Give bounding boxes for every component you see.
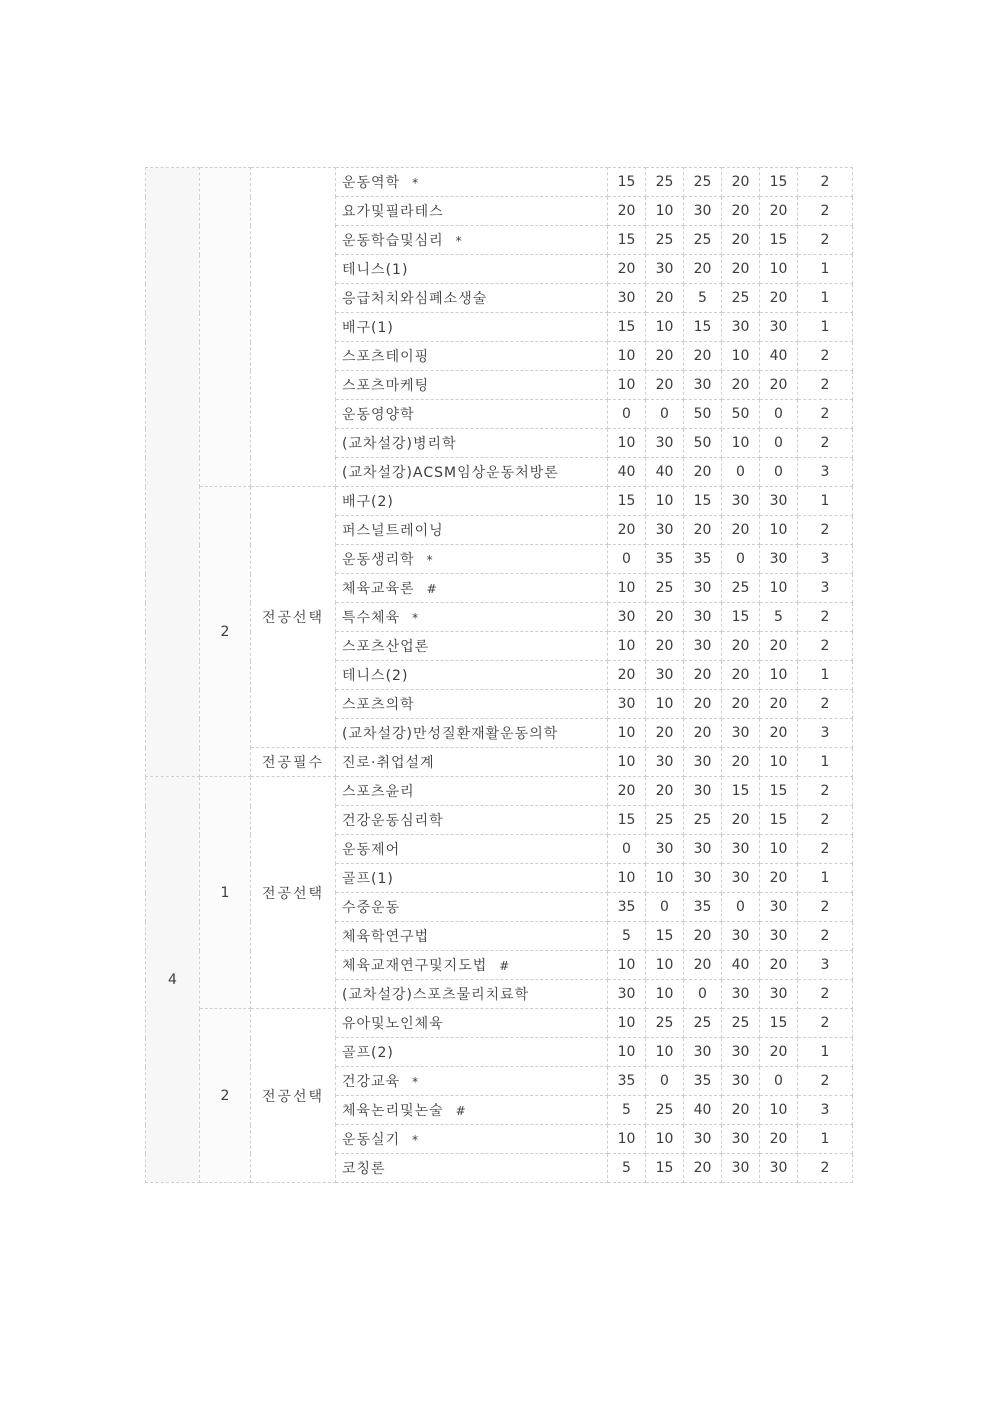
score-cell: 15 [760,226,798,255]
score-cell: 20 [608,661,646,690]
credit-cell: 2 [798,1009,853,1038]
course-name-cell: (교차설강)스포츠물리치료학 [336,980,608,1009]
course-name-cell: 체육논리및논술 # [336,1096,608,1125]
score-cell: 20 [722,632,760,661]
score-cell: 25 [646,168,684,197]
score-cell: 20 [684,951,722,980]
credit-cell: 2 [798,429,853,458]
score-cell: 35 [646,545,684,574]
score-cell: 0 [608,545,646,574]
score-cell: 20 [722,226,760,255]
score-cell: 20 [722,690,760,719]
score-cell: 5 [608,922,646,951]
score-cell: 30 [722,1067,760,1096]
course-mark: * [426,553,434,567]
score-cell: 0 [722,458,760,487]
course-name-cell: 배구(1) [336,313,608,342]
course-mark: * [412,611,420,625]
score-cell: 10 [646,313,684,342]
score-cell: 30 [760,893,798,922]
credit-cell: 2 [798,603,853,632]
course-mark: * [412,1075,420,1089]
score-cell: 30 [684,748,722,777]
course-mark: # [455,1104,467,1118]
table-row [146,777,853,806]
semester-cell [200,168,251,487]
score-cell: 30 [760,922,798,951]
score-cell: 30 [684,1038,722,1067]
course-mark: * [412,1133,420,1147]
score-cell: 20 [760,371,798,400]
course-name-cell: 스포츠산업론 [336,632,608,661]
score-cell: 20 [760,690,798,719]
credit-cell: 3 [798,719,853,748]
credit-cell: 3 [798,458,853,487]
score-cell: 10 [760,1096,798,1125]
score-cell: 20 [722,748,760,777]
course-name-cell: 요가및필라테스 [336,197,608,226]
course-mark: # [499,959,511,973]
score-cell: 20 [760,719,798,748]
curriculum-table [145,167,853,1183]
score-cell: 35 [684,893,722,922]
grade-cell [146,168,200,777]
score-cell: 20 [646,777,684,806]
course-name-cell: (교차설강)병리학 [336,429,608,458]
score-cell: 25 [646,1096,684,1125]
course-type-cell: 전공필수 [251,748,336,777]
course-name-cell: 스포츠윤리 [336,777,608,806]
score-cell: 30 [684,777,722,806]
score-cell: 30 [722,922,760,951]
score-cell: 10 [608,719,646,748]
score-cell: 30 [646,835,684,864]
score-cell: 30 [760,1154,798,1183]
score-cell: 20 [684,922,722,951]
credit-cell: 2 [798,980,853,1009]
score-cell: 30 [684,371,722,400]
score-cell: 50 [684,400,722,429]
score-cell: 10 [608,429,646,458]
credit-cell: 3 [798,574,853,603]
credit-cell: 3 [798,545,853,574]
score-cell: 20 [760,864,798,893]
score-cell: 25 [646,1009,684,1038]
score-cell: 5 [608,1096,646,1125]
score-cell: 0 [646,893,684,922]
score-cell: 40 [646,458,684,487]
score-cell: 0 [608,835,646,864]
score-cell: 30 [722,1038,760,1067]
score-cell: 30 [722,719,760,748]
score-cell: 50 [722,400,760,429]
score-cell: 20 [722,516,760,545]
score-cell: 20 [760,284,798,313]
course-name-cell: 골프(1) [336,864,608,893]
score-cell: 20 [608,516,646,545]
score-cell: 10 [608,1125,646,1154]
credit-cell: 2 [798,777,853,806]
course-name-cell: 응급처치와심폐소생술 [336,284,608,313]
score-cell: 15 [608,806,646,835]
course-name-cell: 테니스(2) [336,661,608,690]
course-name-cell: 스포츠의학 [336,690,608,719]
score-cell: 10 [760,516,798,545]
credit-cell: 1 [798,255,853,284]
score-cell: 10 [646,980,684,1009]
course-name-cell: 건강교육 * [336,1067,608,1096]
score-cell: 30 [684,603,722,632]
score-cell: 20 [684,661,722,690]
score-cell: 15 [608,168,646,197]
score-cell: 25 [722,574,760,603]
score-cell: 20 [722,661,760,690]
score-cell: 25 [684,226,722,255]
score-cell: 30 [608,980,646,1009]
score-cell: 0 [646,1067,684,1096]
course-name-cell: 운동실기 * [336,1125,608,1154]
score-cell: 25 [722,1009,760,1038]
credit-cell: 2 [798,516,853,545]
score-cell: 10 [608,1009,646,1038]
score-cell: 20 [608,197,646,226]
score-cell: 10 [608,342,646,371]
score-cell: 15 [646,1154,684,1183]
course-name-cell: 운동제어 [336,835,608,864]
course-name-cell: 체육교재연구및지도법 # [336,951,608,980]
score-cell: 10 [646,487,684,516]
score-cell: 0 [684,980,722,1009]
score-cell: 20 [722,806,760,835]
course-name-cell: 진로·취업설계 [336,748,608,777]
score-cell: 10 [722,342,760,371]
course-name-cell: 유아및노인체육 [336,1009,608,1038]
score-cell: 15 [760,806,798,835]
score-cell: 30 [760,487,798,516]
score-cell: 20 [760,951,798,980]
credit-cell: 2 [798,342,853,371]
score-cell: 30 [760,545,798,574]
course-name-cell: 퍼스널트레이닝 [336,516,608,545]
score-cell: 35 [684,545,722,574]
credit-cell: 2 [798,197,853,226]
course-name-cell: 건강운동심리학 [336,806,608,835]
table-row [146,487,853,516]
score-cell: 15 [760,168,798,197]
credit-cell: 2 [798,1067,853,1096]
credit-cell: 1 [798,1038,853,1067]
score-cell: 15 [760,1009,798,1038]
course-mark: # [426,582,438,596]
course-type-cell: 전공선택 [251,777,336,1009]
score-cell: 30 [646,748,684,777]
score-cell: 30 [684,197,722,226]
score-cell: 20 [646,371,684,400]
score-cell: 30 [722,835,760,864]
score-cell: 15 [646,922,684,951]
course-type-cell [251,168,336,487]
score-cell: 20 [760,632,798,661]
credit-cell: 2 [798,400,853,429]
score-cell: 5 [760,603,798,632]
course-type-cell: 전공선택 [251,1009,336,1183]
score-cell: 20 [722,371,760,400]
score-cell: 0 [760,1067,798,1096]
score-cell: 35 [684,1067,722,1096]
score-cell: 10 [760,255,798,284]
course-type-cell: 전공선택 [251,487,336,748]
score-cell: 10 [646,197,684,226]
credit-cell: 2 [798,168,853,197]
score-cell: 0 [722,893,760,922]
score-cell: 20 [722,168,760,197]
score-cell: 10 [646,690,684,719]
score-cell: 30 [684,632,722,661]
score-cell: 30 [722,1154,760,1183]
score-cell: 20 [760,1125,798,1154]
score-cell: 20 [684,719,722,748]
semester-cell: 1 [200,777,251,1009]
score-cell: 35 [608,893,646,922]
grade-cell: 4 [146,777,200,1183]
score-cell: 0 [760,400,798,429]
score-cell: 10 [608,951,646,980]
table-row [146,1009,853,1038]
score-cell: 20 [646,284,684,313]
score-cell: 10 [646,1038,684,1067]
credit-cell: 2 [798,371,853,400]
score-cell: 20 [722,1096,760,1125]
score-cell: 20 [760,197,798,226]
score-cell: 30 [760,980,798,1009]
score-cell: 20 [684,516,722,545]
course-name-cell: 수중운동 [336,893,608,922]
score-cell: 20 [760,1038,798,1067]
score-cell: 30 [608,690,646,719]
score-cell: 15 [684,487,722,516]
course-name-cell: 운동역학 * [336,168,608,197]
score-cell: 30 [684,835,722,864]
score-cell: 10 [722,429,760,458]
score-cell: 25 [684,806,722,835]
table-row [146,168,853,197]
course-name-cell: 운동학습및심리 * [336,226,608,255]
score-cell: 15 [608,226,646,255]
course-name-cell: 운동영양학 [336,400,608,429]
score-cell: 35 [608,1067,646,1096]
course-name-cell: 코칭론 [336,1154,608,1183]
score-cell: 25 [684,168,722,197]
course-name-cell: 스포츠마케팅 [336,371,608,400]
score-cell: 20 [722,197,760,226]
course-name-cell: (교차설강)만성질환재활운동의학 [336,719,608,748]
credit-cell: 1 [798,864,853,893]
score-cell: 15 [722,603,760,632]
credit-cell: 1 [798,487,853,516]
score-cell: 0 [646,400,684,429]
score-cell: 10 [608,748,646,777]
score-cell: 40 [760,342,798,371]
score-cell: 40 [722,951,760,980]
score-cell: 10 [646,1125,684,1154]
score-cell: 15 [608,313,646,342]
score-cell: 30 [646,255,684,284]
score-cell: 25 [722,284,760,313]
score-cell: 15 [722,777,760,806]
score-cell: 10 [760,748,798,777]
credit-cell: 2 [798,893,853,922]
course-name-cell: 체육교육론 # [336,574,608,603]
score-cell: 5 [608,1154,646,1183]
score-cell: 0 [608,400,646,429]
credit-cell: 2 [798,1154,853,1183]
credit-cell: 2 [798,835,853,864]
credit-cell: 1 [798,1125,853,1154]
score-cell: 40 [608,458,646,487]
table-row [146,748,853,777]
score-cell: 10 [646,864,684,893]
score-cell: 10 [608,632,646,661]
course-name-cell: 테니스(1) [336,255,608,284]
score-cell: 15 [684,313,722,342]
score-cell: 30 [646,429,684,458]
score-cell: 25 [684,1009,722,1038]
score-cell: 10 [760,661,798,690]
score-cell: 20 [684,1154,722,1183]
score-cell: 30 [646,516,684,545]
semester-cell: 2 [200,487,251,777]
score-cell: 40 [684,1096,722,1125]
score-cell: 20 [646,342,684,371]
score-cell: 10 [608,864,646,893]
curriculum-table-body [146,168,853,1183]
score-cell: 30 [684,1125,722,1154]
score-cell: 20 [608,777,646,806]
score-cell: 25 [646,806,684,835]
credit-cell: 2 [798,690,853,719]
score-cell: 20 [722,255,760,284]
score-cell: 30 [722,864,760,893]
score-cell: 15 [760,777,798,806]
course-name-cell: 스포츠테이핑 [336,342,608,371]
credit-cell: 1 [798,748,853,777]
score-cell: 5 [684,284,722,313]
credit-cell: 1 [798,284,853,313]
score-cell: 20 [684,458,722,487]
credit-cell: 2 [798,632,853,661]
score-cell: 30 [684,574,722,603]
course-name-cell: 배구(2) [336,487,608,516]
score-cell: 0 [722,545,760,574]
course-mark: * [412,176,420,190]
semester-cell: 2 [200,1009,251,1183]
score-cell: 30 [684,864,722,893]
score-cell: 20 [646,632,684,661]
score-cell: 30 [646,661,684,690]
course-name-cell: 골프(2) [336,1038,608,1067]
score-cell: 30 [760,313,798,342]
score-cell: 20 [646,719,684,748]
credit-cell: 2 [798,922,853,951]
credit-cell: 3 [798,951,853,980]
score-cell: 30 [722,313,760,342]
score-cell: 10 [760,574,798,603]
course-name-cell: 체육학연구법 [336,922,608,951]
score-cell: 0 [760,458,798,487]
score-cell: 20 [684,690,722,719]
score-cell: 25 [646,574,684,603]
score-cell: 30 [608,603,646,632]
score-cell: 0 [760,429,798,458]
credit-cell: 2 [798,806,853,835]
credit-cell: 1 [798,661,853,690]
score-cell: 30 [722,980,760,1009]
score-cell: 20 [646,603,684,632]
credit-cell: 1 [798,313,853,342]
credit-cell: 3 [798,1096,853,1125]
score-cell: 20 [684,255,722,284]
score-cell: 50 [684,429,722,458]
course-name-cell: (교차설강)ACSM임상운동처방론 [336,458,608,487]
course-mark: * [455,234,463,248]
score-cell: 30 [608,284,646,313]
score-cell: 10 [608,574,646,603]
score-cell: 10 [608,1038,646,1067]
credit-cell: 2 [798,226,853,255]
score-cell: 25 [646,226,684,255]
course-name-cell: 특수체육 * [336,603,608,632]
score-cell: 10 [760,835,798,864]
score-cell: 30 [722,487,760,516]
score-cell: 10 [646,951,684,980]
score-cell: 20 [684,342,722,371]
curriculum-table-container [145,167,853,1183]
score-cell: 30 [722,1125,760,1154]
score-cell: 10 [608,371,646,400]
score-cell: 20 [608,255,646,284]
score-cell: 15 [608,487,646,516]
course-name-cell: 운동생리학 * [336,545,608,574]
